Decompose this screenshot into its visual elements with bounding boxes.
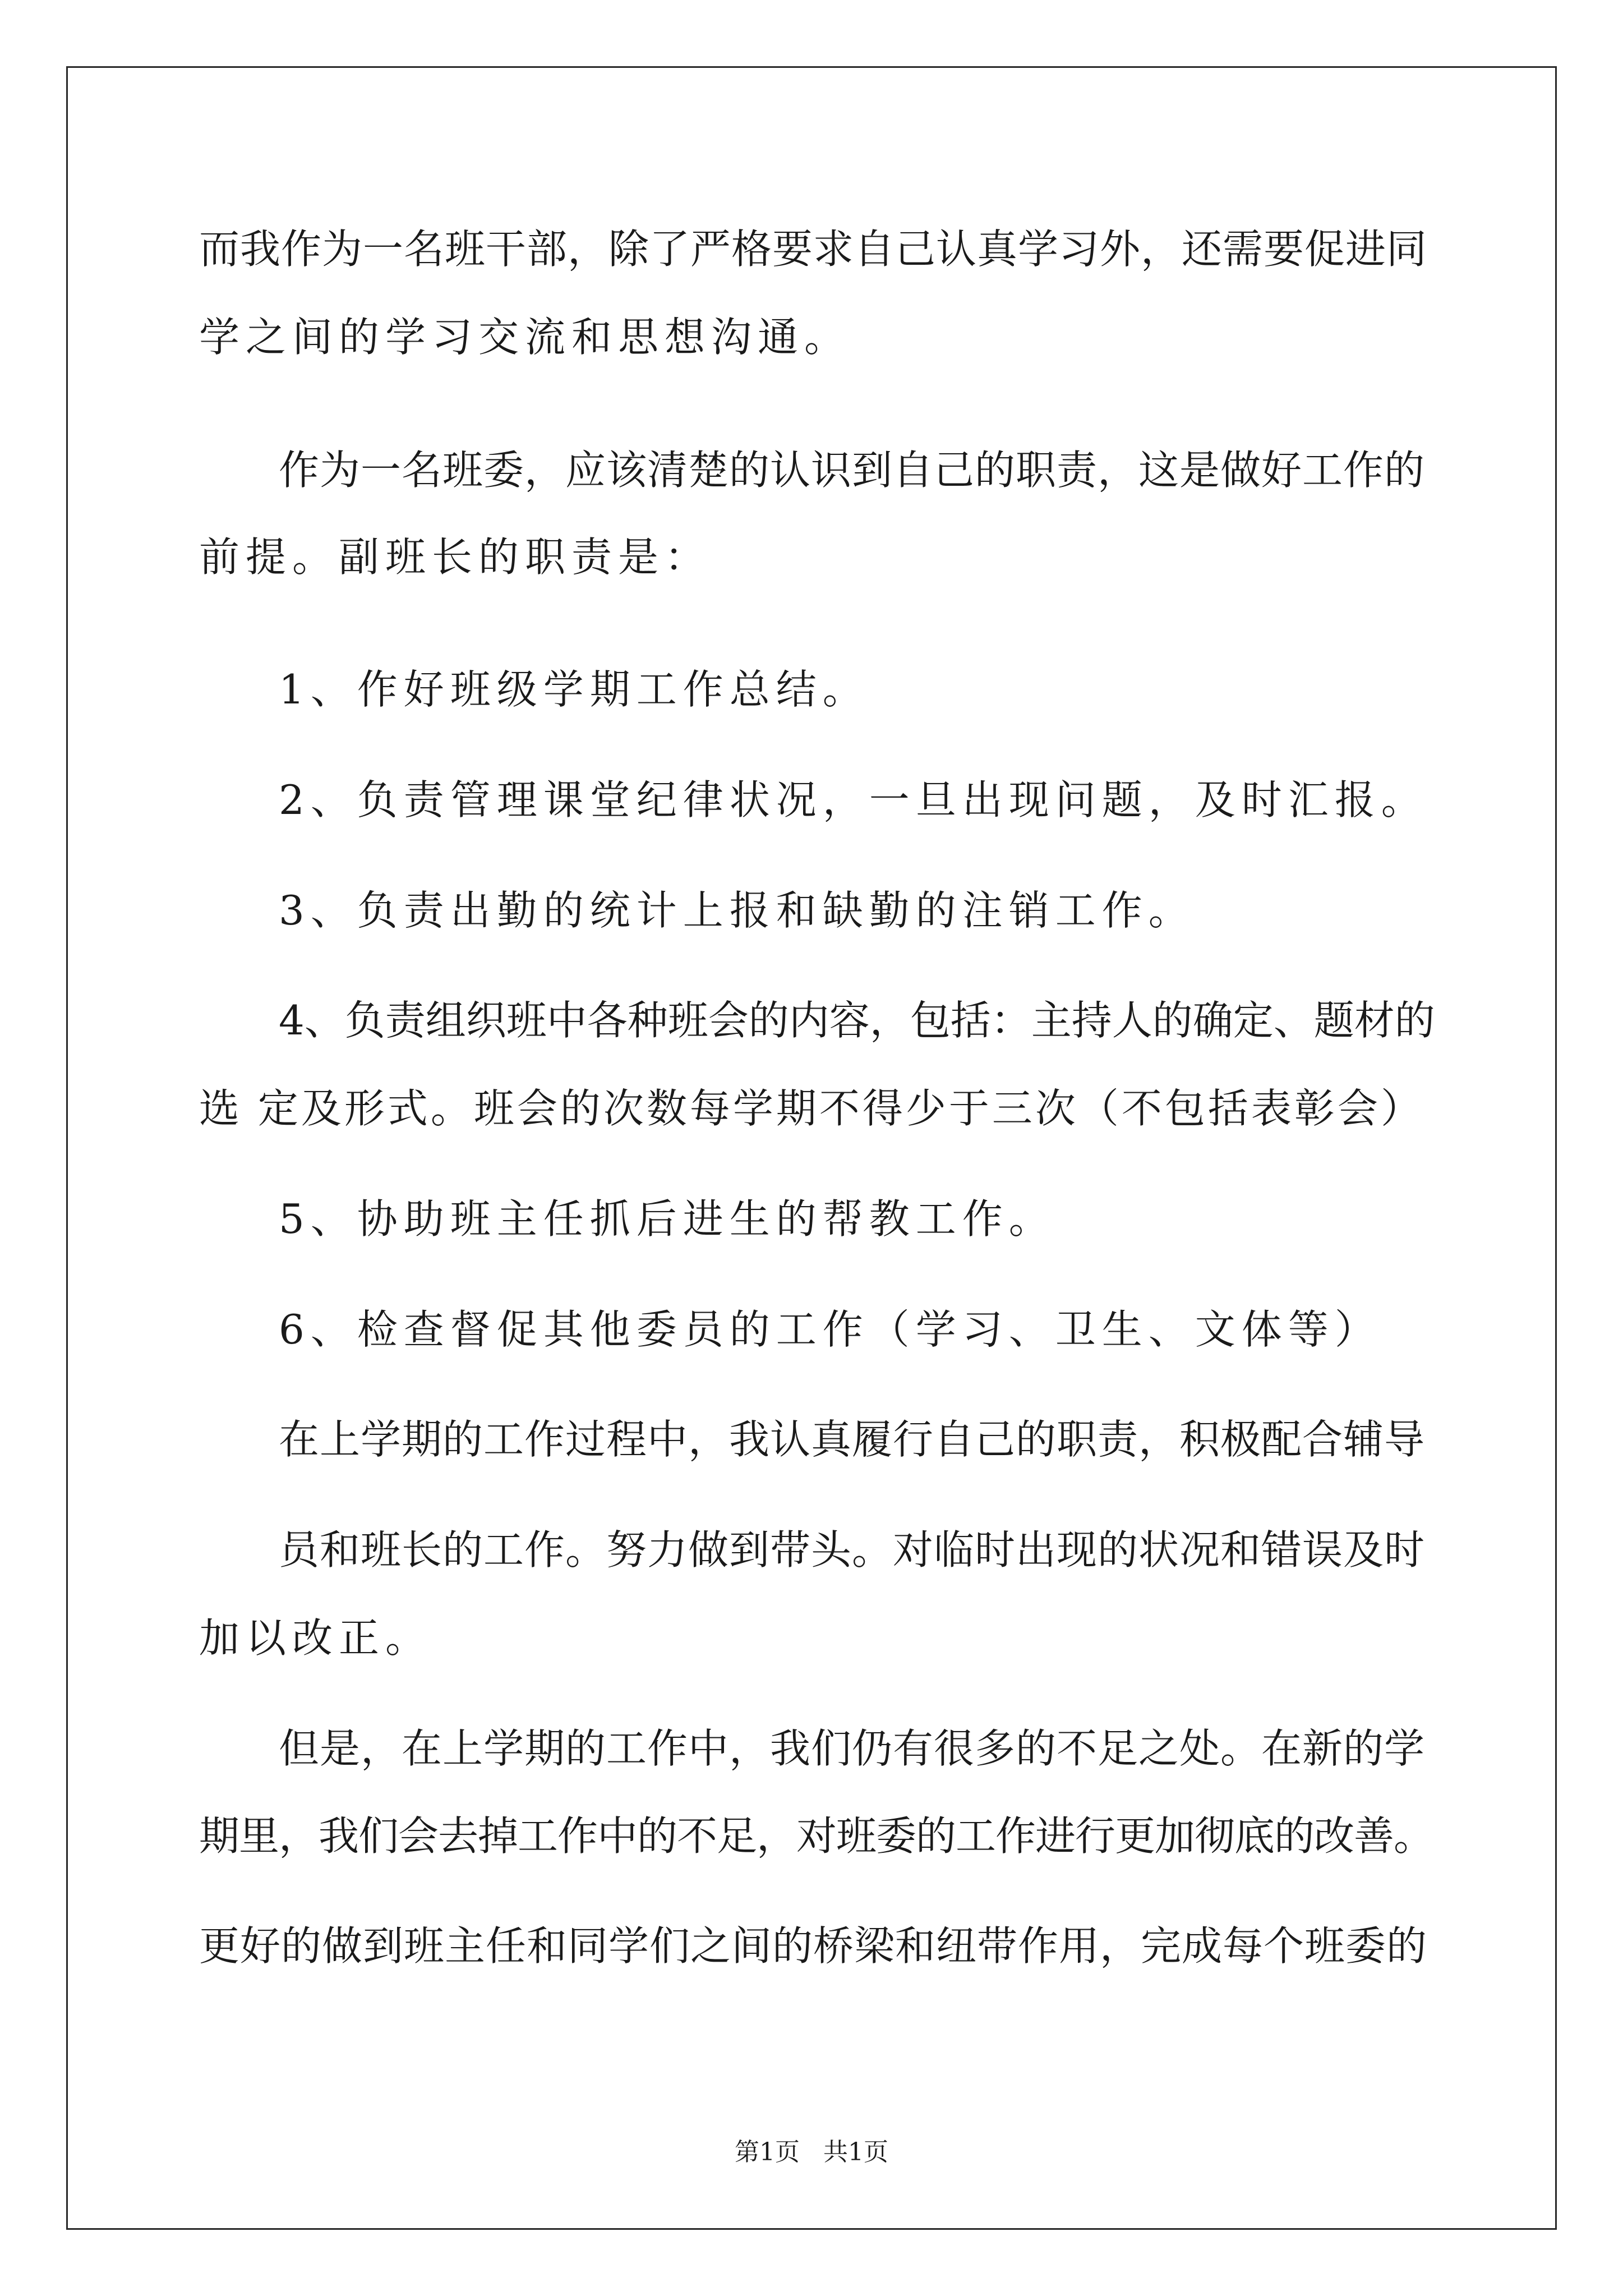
list-item: 5、协助班主任抓后进生的帮教工作。: [279, 1195, 1055, 1243]
list-item: 6、检查督促其他委员的工作（学习、卫生、文体等）: [279, 1306, 1381, 1353]
paragraph-line: 前提。副班长的职责是：: [199, 533, 712, 581]
paragraph-line: 作为一名班委，应该清楚的认识到自己的职责，这是做好工作的: [279, 447, 1426, 494]
page-border: [66, 66, 1557, 2230]
paragraph-line: 期里，我们会去掉工作中的不足，对班委的工作进行更加彻底的改善。: [199, 1812, 1434, 1860]
page-number-footer: 第1页 共1页: [735, 2138, 888, 2166]
paragraph-line: 但是，在上学期的工作中，我们仍有很多的不足之处。在新的学: [279, 1725, 1426, 1772]
paragraph-line: 更好的做到班主任和同学们之间的桥梁和纽带作用，完成每个班委的: [199, 1922, 1428, 1970]
paragraph-line: 在上学期的工作过程中，我认真履行自己的职责，积极配合辅导: [279, 1416, 1426, 1463]
paragraph-line: 加以改正。: [199, 1614, 432, 1662]
paragraph-line: 员和班长的工作。努力做到带头。对临时出现的状况和错误及时: [279, 1526, 1426, 1573]
list-item: 1、作好班级学期工作总结。: [279, 666, 869, 713]
paragraph-line: 学之间的学习交流和思想沟通。: [199, 314, 851, 361]
list-item: 2、负责管理课堂纪律状况，一旦出现问题，及时汇报。: [279, 776, 1428, 823]
list-item: 3、负责出勤的统计上报和缺勤的注销工作。: [279, 887, 1195, 934]
paragraph-line: 而我作为一名班干部，除了严格要求自己认真学习外，还需要促进同: [199, 226, 1428, 273]
list-item-continuation: 选 定及形式。班会的次数每学期不得少于三次（不包括表彰会）: [199, 1085, 1424, 1132]
list-item: 4、负责组织班中各种班会的内容，包括：主持人的确定、题材的: [279, 997, 1435, 1044]
